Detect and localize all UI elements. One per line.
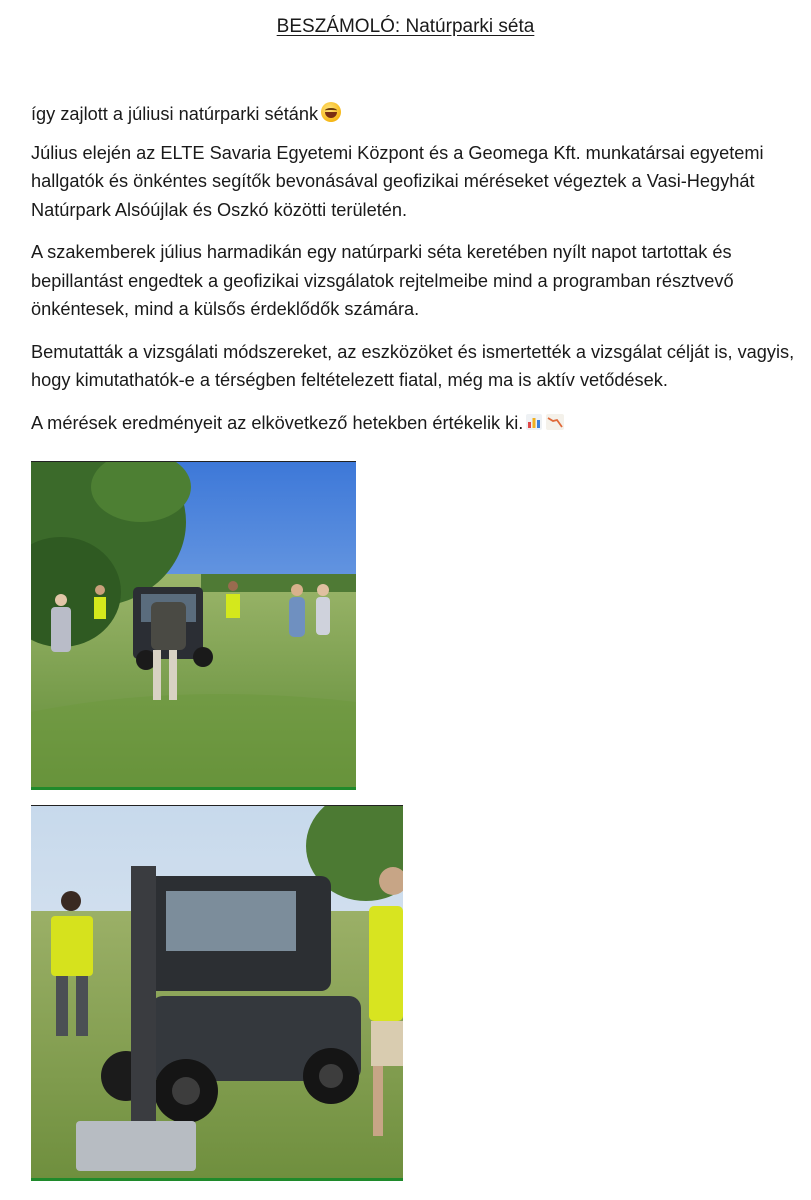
chart-decreasing-icon	[545, 411, 565, 440]
page-title: BESZÁMOLÓ: Natúrparki séta	[276, 16, 535, 37]
paragraph-1: Július elején az ELTE Savaria Egyetemi Központ és a Geomega Kft. munkatársai egyetemi hallgatók és önkéntes segítők bevonásával geofizikai méréseket végeztek a Vasi-Hegyhát Natúrpark Alsóújlak és Oszkó közötti területén.	[31, 142, 764, 220]
article-body	[31, 100, 803, 453]
paragraph-3: Bemutatták a vizsgálati módszereket, az eszközöket és ismertették a vizsgálat célját is, vagyis, hogy kimutathatók-e a térségben feltételezett fiatal, még ma is aktív vetődések.	[31, 341, 795, 390]
bar-chart-icon	[525, 411, 543, 440]
closing-text: A mérések eredményeit az elkövetkező hetekben értékelik ki.	[31, 412, 524, 433]
paragraph-intro	[31, 100, 803, 129]
paragraph-2: A szakemberek július harmadikán egy natúrparki séta keretében nyílt napot tartottak és bepillantást engedtek a geofizikai vizsgálatok rejtelmeibe mind a programban résztvevő önkéntesek, mind a külsős érdeklődők számára.	[31, 242, 734, 319]
smiling-face-icon	[321, 102, 341, 122]
intro-text: így zajlott a júliusi natúrparki sétánk	[31, 104, 319, 124]
paragraph-4	[31, 409, 803, 440]
utility-vehicle-photo	[31, 805, 403, 1181]
field-walk-photo	[31, 461, 356, 790]
